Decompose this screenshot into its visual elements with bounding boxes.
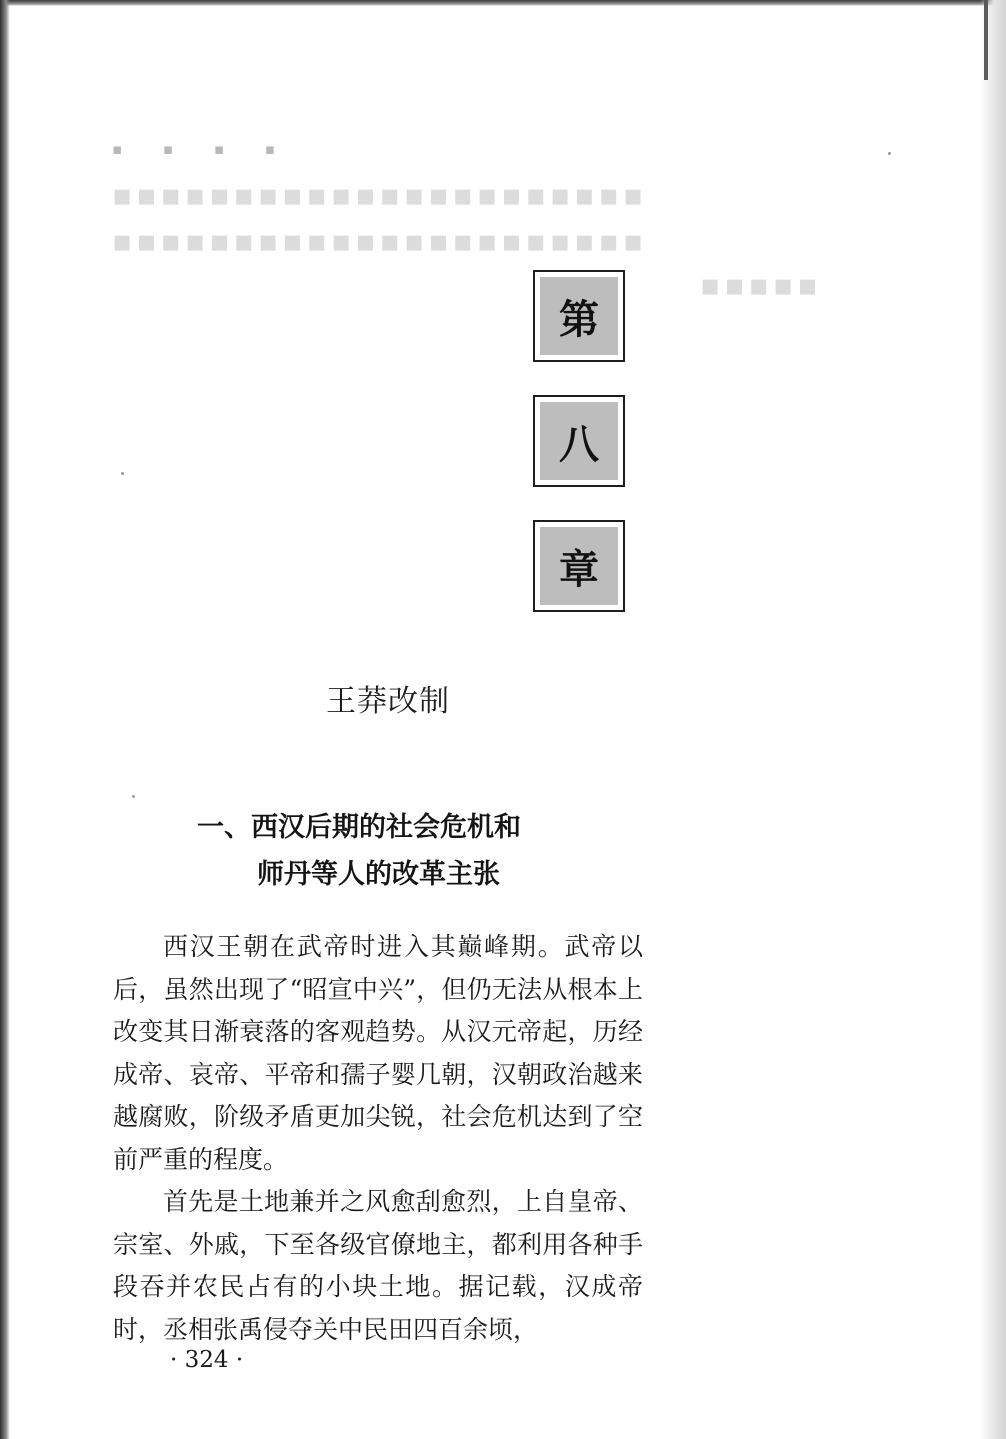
scan-edge-right (980, 0, 1006, 1439)
chapter-box-3 (533, 520, 625, 612)
scan-speck (121, 472, 124, 475)
scan-speck (888, 152, 891, 155)
bleed-through-line: ▪▪▪▪▪▪▪▪▪▪▪▪▪▪▪▪▪▪▪▪▪▪ (112, 178, 648, 213)
page-number: · 324 · (170, 1347, 244, 1373)
scan-edge-right-shadow (984, 0, 988, 80)
scan-edge-left (0, 0, 10, 1439)
body-text (113, 926, 643, 1351)
chapter-title: 王莽改制 (326, 684, 450, 719)
chapter-char: 八 (540, 402, 618, 480)
chapter-char: 章 (540, 527, 618, 605)
bleed-through-line: ▪▪▪▪▪▪▪▪▪▪▪▪▪▪▪▪▪▪▪▪▪▪ (112, 224, 648, 259)
paragraph: 西汉王朝在武帝时进入其巅峰期。武帝以后，虽然出现了“昭宣中兴”，但仍无法从根本上改变其日渐衰落的客观趋势。从汉元帝起，历经成帝、哀帝、平帝和孺子婴几朝，汉朝政治越来越腐败，阶级矛盾更加尖锐，社会危机达到了空前严重的程度。 (113, 932, 643, 1174)
paragraph: 首先是土地兼并之风愈刮愈烈，上自皇帝、宗室、外戚，下至各级官僚地主，都利用各种手段吞并农民占有的小块土地。据记载，汉成帝时，丞相张禹侵夺关中民田四百余顷， (113, 1187, 643, 1344)
scan-edge-top (0, 0, 1006, 6)
chapter-box-2 (533, 395, 625, 487)
bleed-through-line: ▪▪▪▪▪ (700, 268, 822, 303)
scan-speck (132, 795, 135, 798)
section-heading-line-1: 一、西汉后期的社会危机和 (197, 812, 521, 843)
bleed-through-header: ▪ ▪ ▪ ▪ (112, 140, 293, 158)
section-heading-line-2: 师丹等人的改革主张 (257, 859, 500, 890)
chapter-char: 第 (540, 277, 618, 355)
chapter-box-1 (533, 270, 625, 362)
